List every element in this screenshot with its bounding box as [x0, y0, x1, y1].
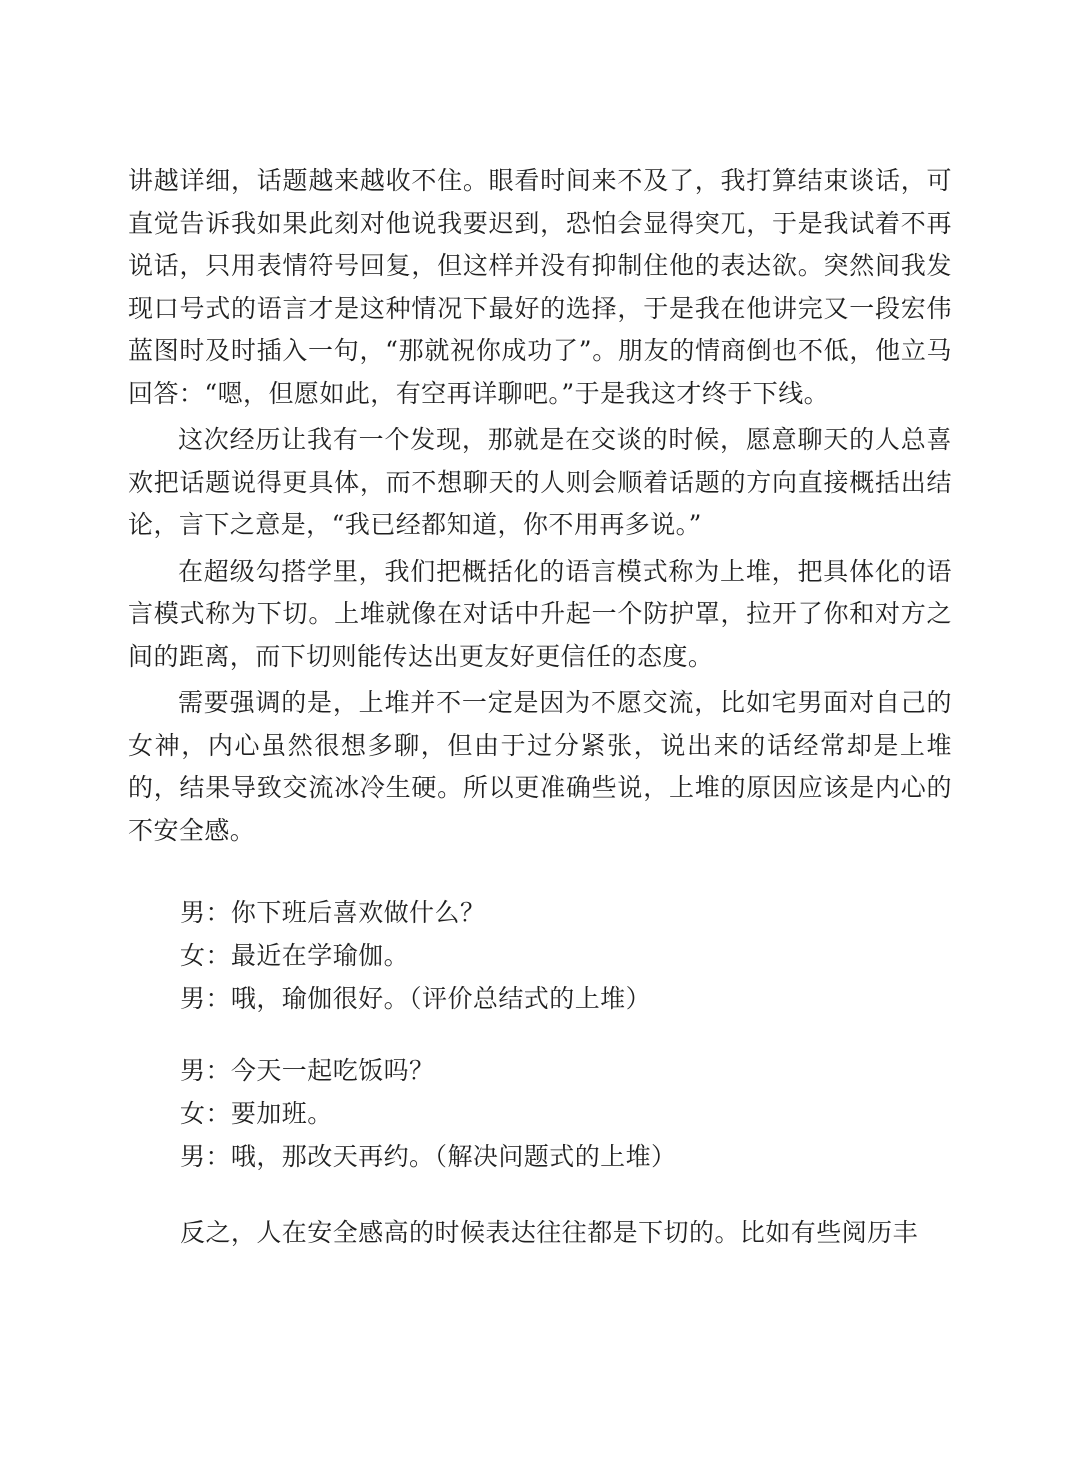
dialog-line: 男：你下班后喜欢做什么？ — [180, 898, 486, 927]
dialog-example-2 — [128, 1050, 952, 1178]
paragraph-closing: 反之，人在安全感高的时候表达往往都是下切的。比如有些阅历丰 — [180, 1218, 919, 1247]
dialog-line: 男：哦，那改天再约。（解决问题式的上堆） — [180, 1142, 677, 1171]
dialog-line: 女：最近在学瑜伽。 — [180, 941, 410, 970]
book-page — [128, 160, 952, 1255]
dialog-line: 男：今天一起吃饭吗？ — [180, 1056, 435, 1085]
paragraph-definition: 在超级勾搭学里，我们把概括化的语言模式称为上堆，把具体化的语言模式称为下切。上堆就像在对话中升起一个防护罩，拉开了你和对方之间的距离，而下切则能传达出更友好更信任的态度。 — [128, 556, 952, 671]
dialog-example-1 — [128, 892, 952, 1020]
dialog-line: 男：哦，瑜伽很好。（评价总结式的上堆） — [180, 984, 652, 1013]
paragraph-discovery: 这次经历让我有一个发现，那就是在交谈的时候，愿意聊天的人总喜欢把话题说得更具体，而不想聊天的人则会顺着话题的方向直接概括出结论，言下之意是，“我已经都知道，你不用再多说。” — [128, 425, 952, 539]
paragraph-insecurity: 需要强调的是，上堆并不一定是因为不愿交流，比如宅男面对自己的女神，内心虽然很想多聊，但由于过分紧张，说出来的话经常却是上堆的，结果导致交流冰冷生硬。所以更准确些说，上堆的原因应该是内心的不安全感。 — [128, 688, 952, 845]
paragraph-continued: 讲越详细，话题越来越收不住。眼看时间来不及了，我打算结束谈话，可直觉告诉我如果此刻对他说我要迟到，恐怕会显得突兀，于是我试着不再说话，只用表情符号回复，但这样并没有抑制住他的表达欲。突然间我发现口号式的语言才是这种情况下最好的选择，于是我在他讲完又一段宏伟蓝图时及时插入一句，“那就祝你成功了”。朋友的情商倒也不低，他立马回答：“嗯，但愿如此，有空再详聊吧。”于是我这才终于下线。 — [128, 166, 952, 408]
dialog-line: 女：要加班。 — [180, 1099, 333, 1128]
